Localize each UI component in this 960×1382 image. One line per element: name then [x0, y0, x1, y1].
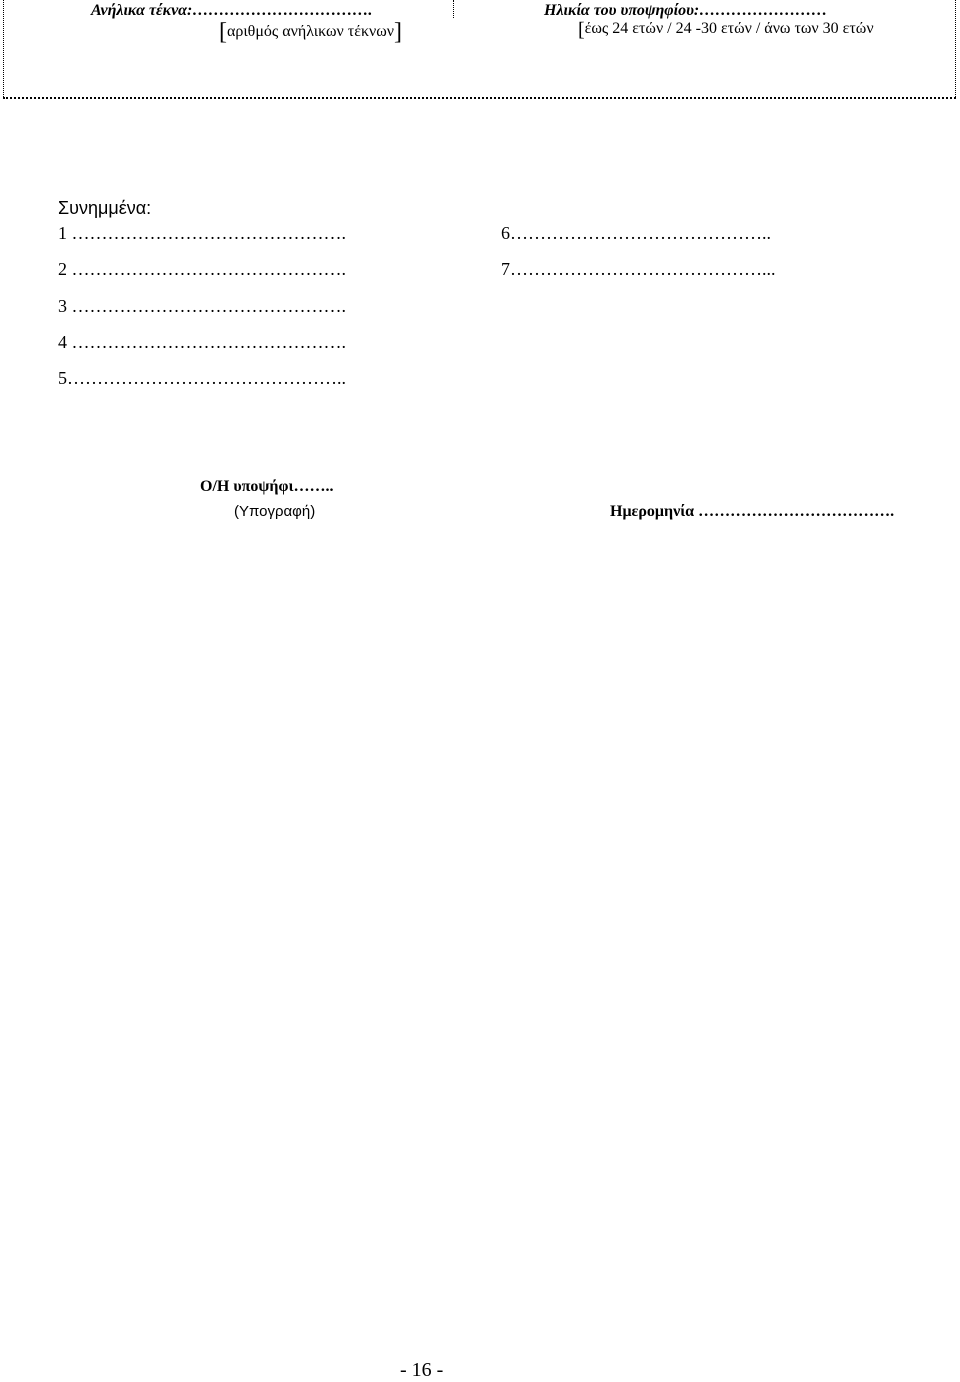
attachment-line-5: 5………………………………………..: [58, 368, 346, 388]
page-number: - 16 -: [400, 1359, 444, 1381]
attachment-line-7: 7……………………………………...: [501, 259, 776, 279]
minor-children-hint: [219, 20, 402, 44]
attachment-line-3: 3 ……………………………………….: [58, 296, 346, 316]
candidate-label: Ο/Η υποψήφι……..: [200, 478, 334, 495]
signature-label: (Υπογραφή): [234, 503, 316, 520]
attachment-line-2: 2 ……………………………………….: [58, 259, 346, 279]
hint-bracket-close: ]: [394, 19, 402, 45]
candidate-age-hint: [578, 18, 874, 42]
hint-bracket-open: [: [219, 19, 227, 45]
minor-children-hint-text: αριθμός ανήλικων τέκνων: [227, 23, 394, 40]
age-hint-bracket-open: [: [578, 19, 585, 41]
candidate-age-label: Ηλικία του υποψηφίου:……………………: [544, 2, 828, 19]
minor-children-label: Ανήλικα τέκνα:…………………………….: [91, 2, 373, 19]
attachment-line-4: 4 ……………………………………….: [58, 332, 346, 352]
date-label: Ημερομηνία ……………………………….: [610, 503, 895, 520]
attachment-line-6: 6……………………………………..: [501, 223, 771, 243]
attachments-title: Συνημμένα:: [58, 198, 152, 218]
header-divider: [453, 0, 454, 18]
attachment-line-1: 1 ……………………………………….: [58, 223, 346, 243]
candidate-age-hint-text: έως 24 ετών / 24 -30 ετών / άνω των 30 ετών: [584, 20, 874, 37]
